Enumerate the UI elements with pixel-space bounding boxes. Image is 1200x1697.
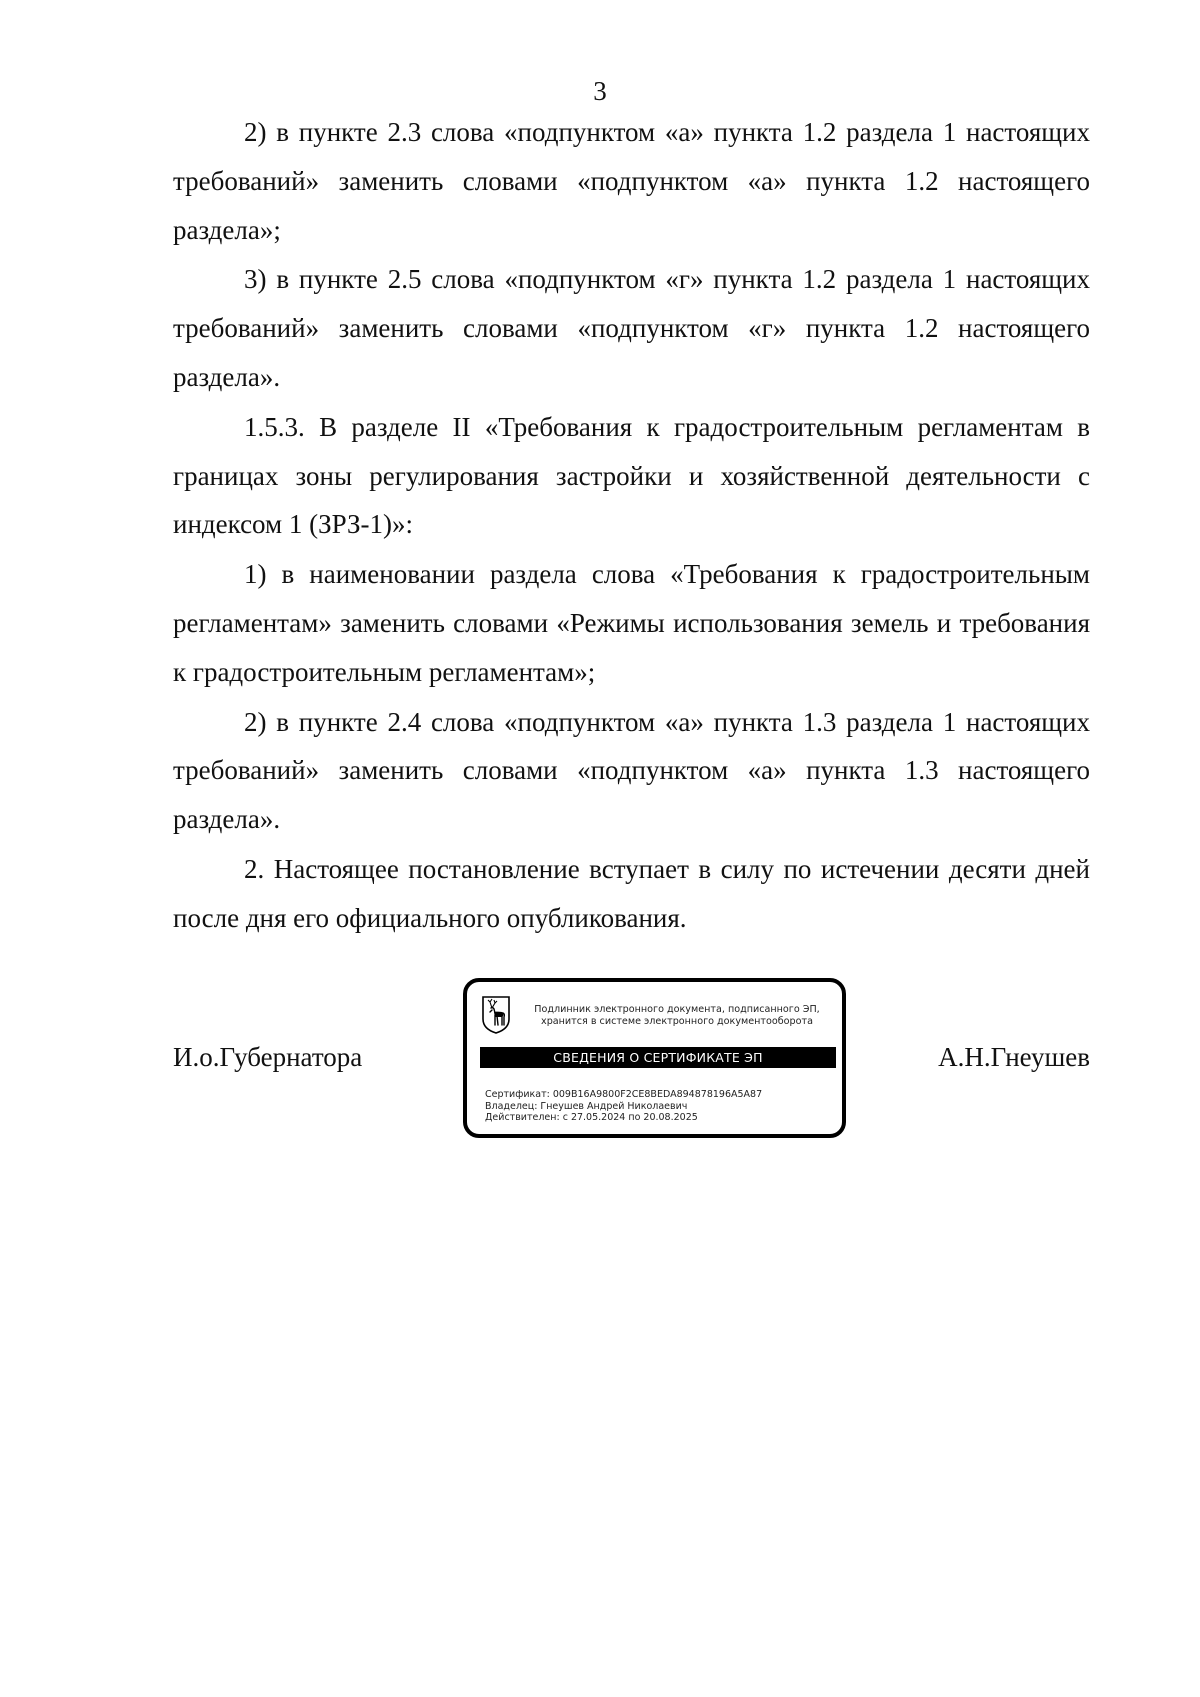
certificate-number: Сертификат: 009B16A9800F2CE8BEDA894878196A5A87: [485, 1089, 763, 1100]
stamp-caption: Подлинник электронного документа, подписанного ЭП, хранится в системе электронного документооборота: [534, 1004, 820, 1027]
stamp-details: [485, 1089, 835, 1124]
paragraph-section-1-5-3: 1.5.3. В разделе II «Требования к градостроительным регламентам в границах зоны регулирования застройки и хозяйственной деятельности с индексом 1 (ЗРЗ-1)»:: [173, 411, 1090, 540]
document-body: [173, 108, 1090, 944]
nizhny-novgorod-deer-emblem-icon: [481, 995, 511, 1035]
certificate-validity: Действителен: с 27.05.2024 по 20.08.2025: [485, 1112, 698, 1123]
paragraph-item-2-5: 3) в пункте 2.5 слова «подпунктом «г» пункта 1.2 раздела 1 настоящих требований» заменить словами «подпунктом «г» пункта 1.2 настоящего раздела».: [173, 264, 1090, 392]
stamp-header: СВЕДЕНИЯ О СЕРТИФИКАТЕ ЭП: [480, 1047, 836, 1068]
paragraph-effective-date: 2. Настоящее постановление вступает в силу по истечении десяти дней после дня его официального опубликования.: [173, 853, 1090, 933]
certificate-owner: Владелец: Гнеушев Андрей Николаевич: [485, 1100, 688, 1112]
paragraph-item-1-section-name: 1) в наименовании раздела слова «Требования к градостроительным регламентам» заменить словами «Режимы использования земель и требования к градостроительным регламентам»;: [173, 559, 1090, 687]
paragraph-item-2-4: 2) в пункте 2.4 слова «подпунктом «а» пункта 1.3 раздела 1 настоящих требований» заменить словами «подпунктом «а» пункта 1.3 настоящего раздела».: [173, 706, 1090, 835]
page-number: 3: [593, 76, 607, 106]
electronic-signature-stamp: [463, 978, 846, 1138]
signatory-position: И.о.Губернатора: [173, 1042, 363, 1072]
signatory-name: А.Н.Гнеушев: [938, 1042, 1090, 1072]
paragraph-item-2-3: 2) в пункте 2.3 слова «подпунктом «а» пункта 1.2 раздела 1 настоящих требований» заменить словами «подпунктом «а» пункта 1.2 настоящего раздела»;: [173, 117, 1090, 245]
